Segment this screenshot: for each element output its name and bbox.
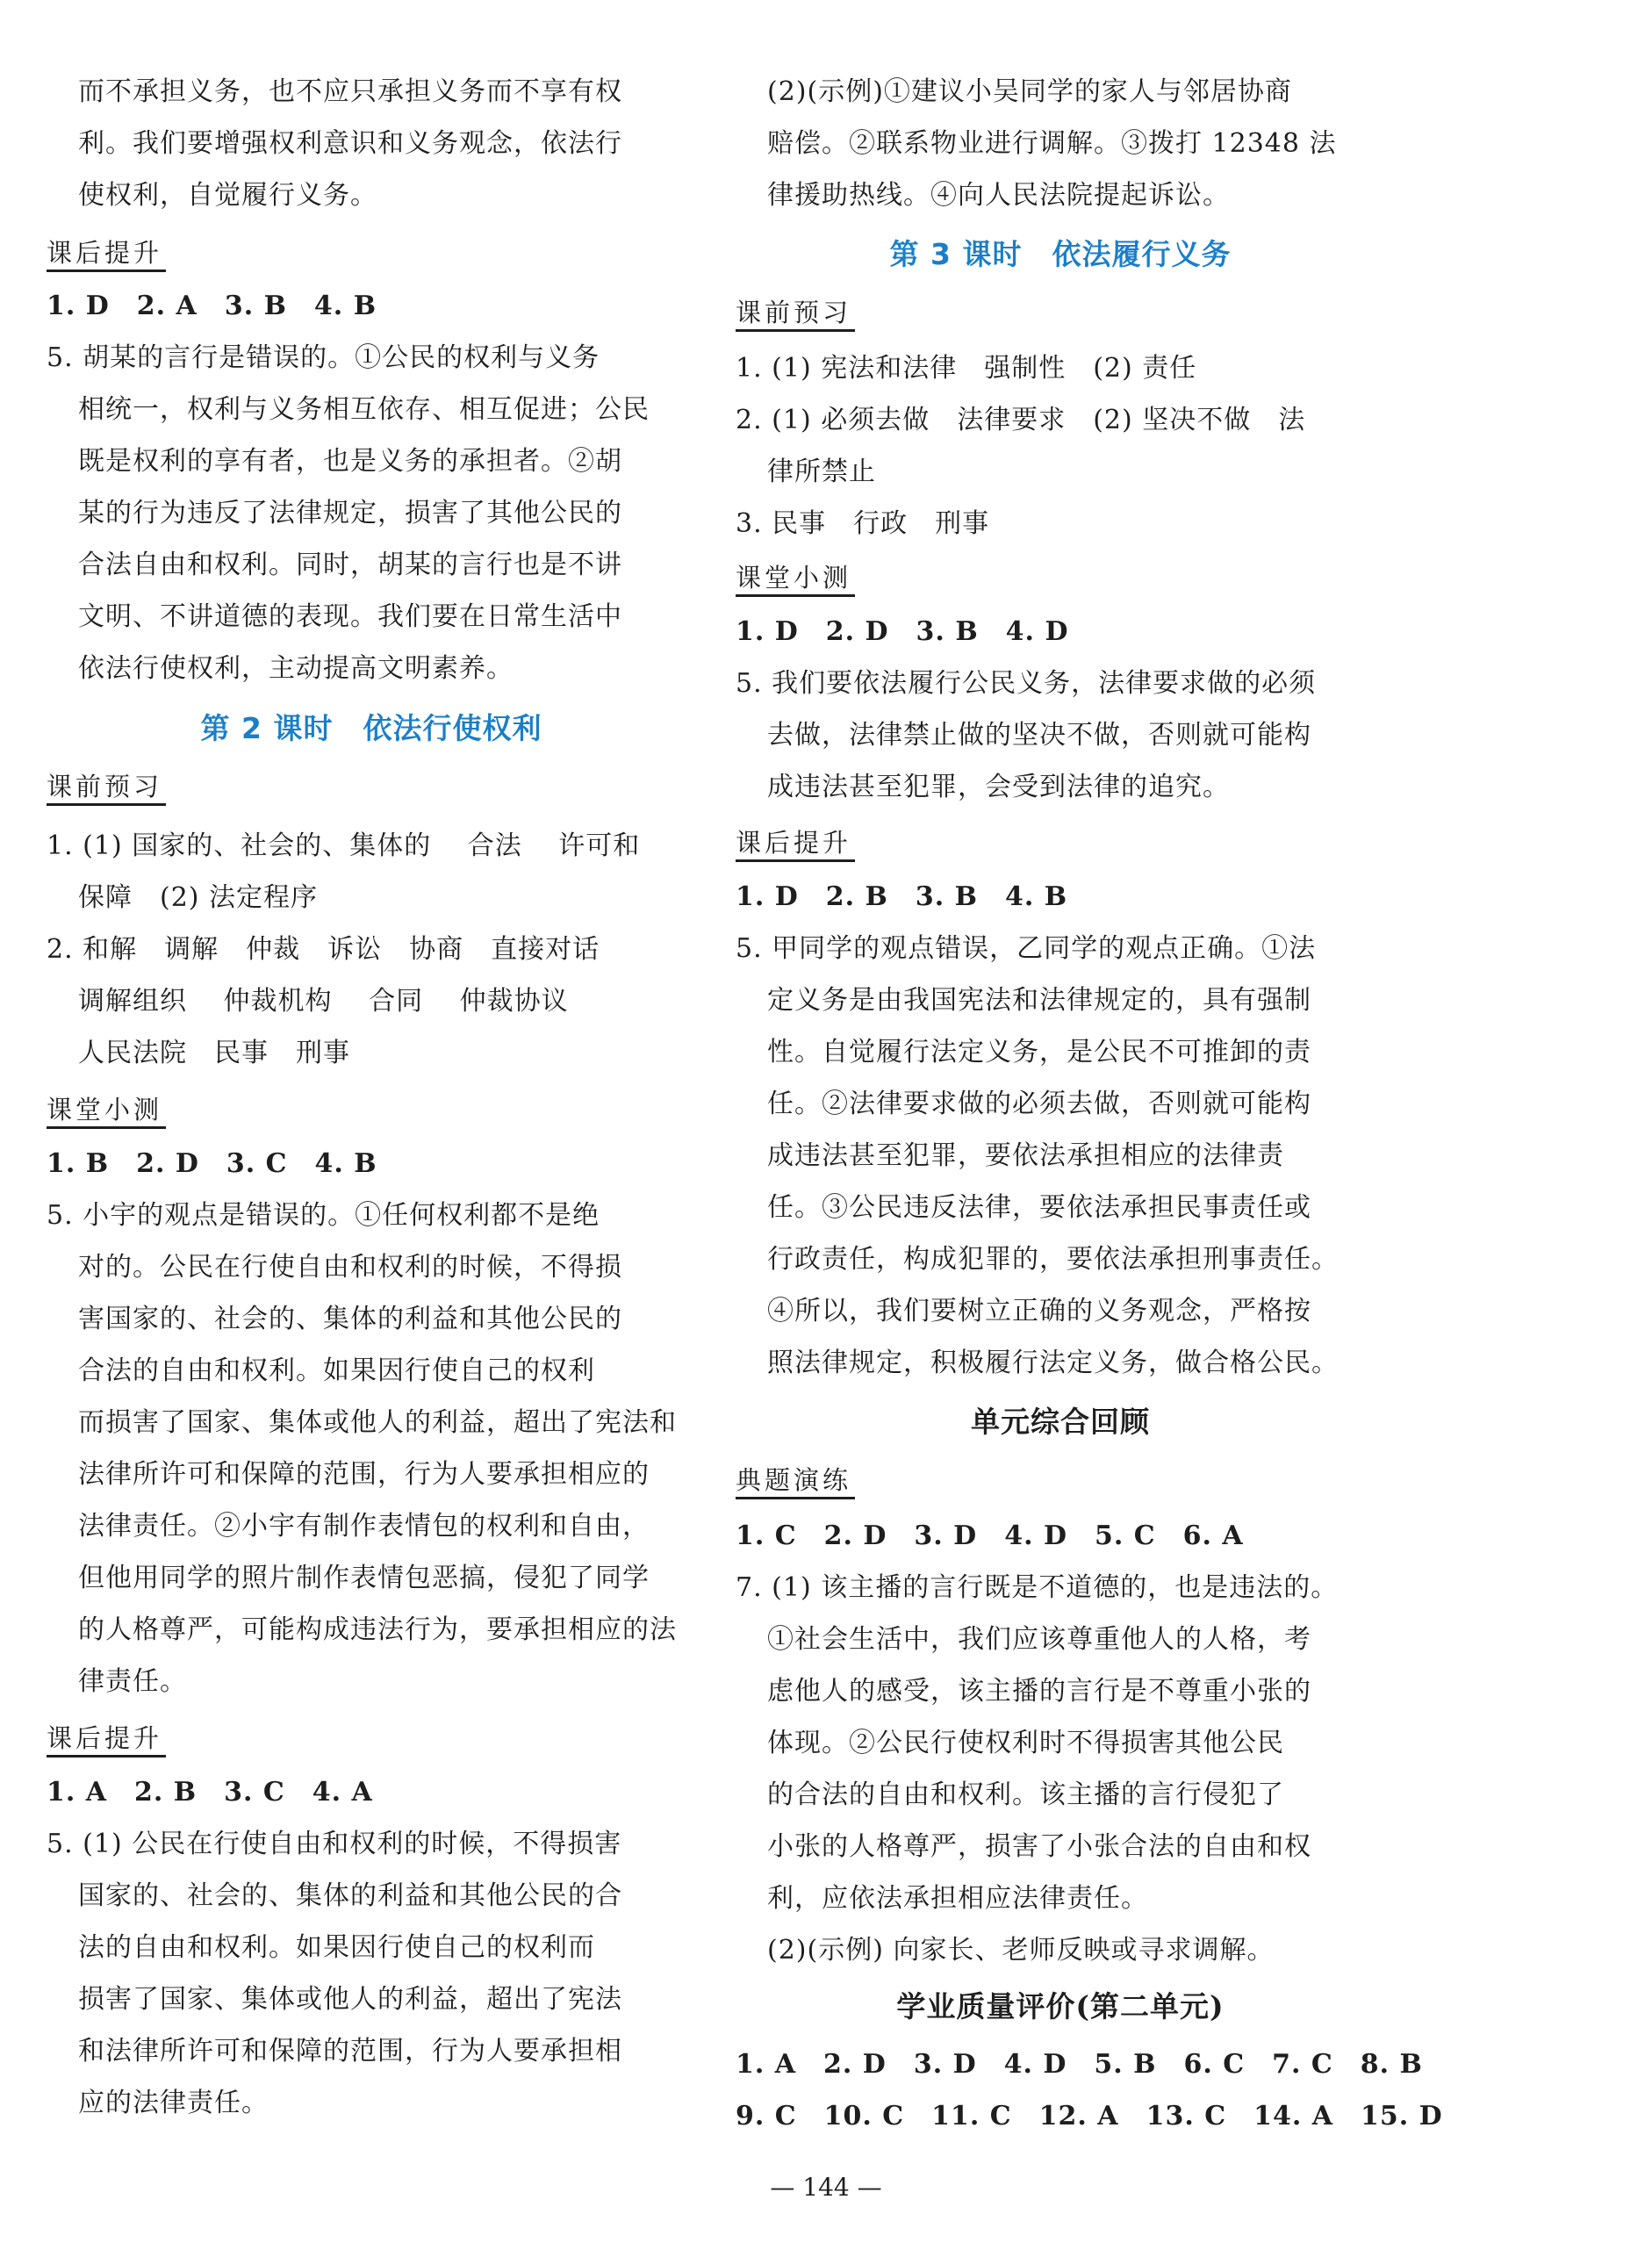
section-label-kehou: 课后提升 <box>736 825 851 860</box>
text-line: 应的法律责任。 <box>78 2088 269 2118</box>
lesson-heading: 第 2 课时 依法行使权利 <box>200 711 542 745</box>
text-line: 害国家的、社会的、集体的利益和其他公民的 <box>78 1304 622 1334</box>
answer-line: 1. C 2. D 3. D 4. D 5. C 6. A <box>736 1520 1244 1551</box>
text-line: 5. (1) 公民在行使自由和权利的时候，不得损害 <box>47 1829 622 1859</box>
section-label-keqian: 课前预习 <box>736 295 851 330</box>
text-line: 的合法的自由和权利。该主播的言行侵犯了 <box>767 1779 1284 1810</box>
text-line: 5. 胡某的言行是错误的。①公民的权利与义务 <box>47 342 600 373</box>
text-line: 法律所许可和保障的范围，行为人要承担相应的 <box>78 1459 650 1490</box>
section-label-ketang: 课堂小测 <box>47 1092 162 1127</box>
text-line: 既是权利的享有者，也是义务的承担者。②胡 <box>78 446 622 477</box>
text-line: 7. (1) 该主播的言行既是不道德的，也是违法的。 <box>736 1572 1339 1603</box>
text-line: 对的。公民在行使自由和权利的时候，不得损 <box>78 1252 622 1283</box>
text-line: 任。②法律要求做的必须去做，否则就可能构 <box>767 1089 1311 1119</box>
text-line: 律责任。 <box>78 1666 187 1697</box>
text-line: 法的自由和权利。如果因行使自己的权利而 <box>78 1932 595 1963</box>
text-line: 的人格尊严，可能构成违法行为，要承担相应的法 <box>78 1614 677 1645</box>
text-line: 3. 民事 行政 刑事 <box>736 508 990 539</box>
text-line: 依法行使权利，主动提高文明素养。 <box>78 653 514 684</box>
text-line: 调解组织 仲裁机构 合同 仲裁协议 <box>78 986 569 1017</box>
text-line: ①社会生活中，我们应该尊重他人的人格，考 <box>767 1624 1311 1655</box>
text-line: ④所以，我们要树立正确的义务观念，严格按 <box>767 1296 1311 1326</box>
text-line: 5. 我们要依法履行公民义务，法律要求做的必须 <box>736 668 1317 699</box>
text-line: 去做，法律禁止做的坚决不做，否则就可能构 <box>767 720 1311 751</box>
answer-line: 1. A 2. D 3. D 4. D 5. B 6. C 7. C 8. B <box>736 2049 1423 2080</box>
text-line: 保障 (2) 法定程序 <box>78 882 319 913</box>
text-line: 2. (1) 必须去做 法律要求 (2) 坚决不做 法 <box>736 405 1306 435</box>
text-line: 合法的自由和权利。如果因行使自己的权利 <box>78 1355 595 1386</box>
quality-eval-heading: 学业质量评价(第二单元) <box>896 1989 1225 2024</box>
text-line: 赔偿。②联系物业进行调解。③拨打 12348 法 <box>767 128 1337 159</box>
text-line: 人民法院 民事 刑事 <box>78 1038 350 1068</box>
section-label-kehou: 课后提升 <box>47 235 162 270</box>
text-line: 任。③公民违反法律，要依法承担民事责任或 <box>767 1192 1311 1223</box>
lesson-heading: 第 3 课时 依法履行义务 <box>889 237 1232 271</box>
section-label-kehou: 课后提升 <box>47 1721 162 1756</box>
text-line: 性。自觉履行法定义务，是公民不可推卸的责 <box>767 1037 1311 1067</box>
text-line: (2)(示例)①建议小吴同学的家人与邻居协商 <box>767 76 1292 107</box>
text-line: 法律责任。②小宇有制作表情包的权利和自由， <box>78 1511 650 1542</box>
page-number: — 144 — <box>770 2173 882 2202</box>
text-line: 照法律规定，积极履行法定义务，做合格公民。 <box>767 1348 1339 1378</box>
text-line: 5. 小宇的观点是错误的。①任何权利都不是绝 <box>47 1200 600 1231</box>
text-line: 成违法甚至犯罪，要依法承担相应的法律责 <box>767 1140 1284 1171</box>
answer-line: 1. D 2. A 3. B 4. B <box>47 291 377 321</box>
text-line: 利，应依法承担相应法律责任。 <box>767 1883 1148 1914</box>
answer-line: 9. C 10. C 11. C 12. A 13. C 14. A 15. D <box>736 2101 1443 2131</box>
text-line: 体现。②公民行使权利时不得损害其他公民 <box>767 1728 1284 1758</box>
text-line: 损害了国家、集体或他人的利益，超出了宪法 <box>78 1984 622 2015</box>
text-line: 定义务是由我国宪法和法律规定的，具有强制 <box>767 985 1311 1016</box>
answer-line: 1. D 2. D 3. B 4. D <box>736 616 1069 647</box>
text-line: 律援助热线。④向人民法院提起诉讼。 <box>767 180 1230 211</box>
text-line: 而不承担义务，也不应只承担义务而不享有权 <box>78 76 622 107</box>
answer-line: 1. B 2. D 3. C 4. B <box>47 1148 377 1179</box>
answer-line: 1. D 2. B 3. B 4. B <box>736 881 1068 912</box>
unit-review-heading: 单元综合回顾 <box>971 1405 1150 1439</box>
section-label-dianti: 典题演练 <box>736 1463 851 1498</box>
answer-line: 1. A 2. B 3. C 4. A <box>47 1777 373 1808</box>
text-line: 相统一，权利与义务相互依存、相互促进；公民 <box>78 394 650 425</box>
text-line: 而损害了国家、集体或他人的利益，超出了宪法和 <box>78 1407 677 1438</box>
text-line: 小张的人格尊严，损害了小张合法的自由和权 <box>767 1831 1311 1862</box>
section-label-ketang: 课堂小测 <box>736 560 851 595</box>
text-line: 合法自由和权利。同时，胡某的言行也是不讲 <box>78 550 622 580</box>
text-line: 某的行为违反了法律规定，损害了其他公民的 <box>78 498 622 528</box>
section-label-keqian: 课前预习 <box>47 769 162 804</box>
text-line: 律所禁止 <box>767 456 876 487</box>
text-line: 2. 和解 调解 仲裁 诉讼 协商 直接对话 <box>47 934 600 965</box>
text-line: 1. (1) 宪法和法律 强制性 (2) 责任 <box>736 353 1197 384</box>
text-line: 利。我们要增强权利意识和义务观念，依法行 <box>78 128 622 159</box>
text-line: 虑他人的感受，该主播的言行是不尊重小张的 <box>767 1676 1311 1707</box>
text-line: 国家的、社会的、集体的利益和其他公民的合 <box>78 1880 622 1911</box>
text-line: 文明、不讲道德的表现。我们要在日常生活中 <box>78 601 622 632</box>
text-line: 1. (1) 国家的、社会的、集体的 合法 许可和 <box>47 830 641 861</box>
text-line: 行政责任，构成犯罪的，要依法承担刑事责任。 <box>767 1244 1339 1275</box>
text-line: 但他用同学的照片制作表情包恶搞，侵犯了同学 <box>78 1563 650 1593</box>
text-line: 和法律所许可和保障的范围，行为人要承担相 <box>78 2036 622 2067</box>
text-line: 使权利，自觉履行义务。 <box>78 180 377 211</box>
text-line: 成违法甚至犯罪，会受到法律的追究。 <box>767 772 1230 802</box>
text-line: (2)(示例) 向家长、老师反映或寻求调解。 <box>767 1935 1275 1966</box>
text-line: 5. 甲同学的观点错误，乙同学的观点正确。①法 <box>736 933 1317 964</box>
